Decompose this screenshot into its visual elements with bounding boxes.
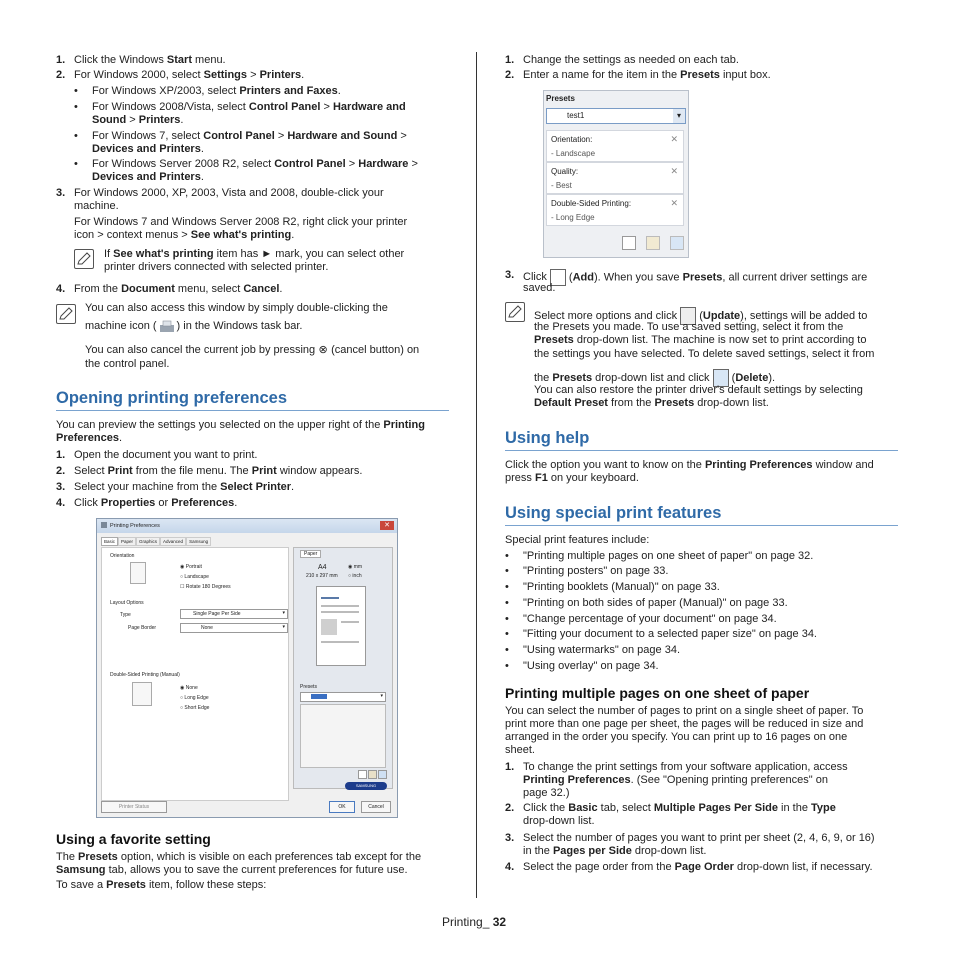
remove-icon[interactable]: ✕ xyxy=(670,198,678,208)
tab-samsung[interactable]: Samsung xyxy=(186,537,211,546)
radio-landscape[interactable]: ○ Landscape xyxy=(180,574,209,580)
radio-duplex-none[interactable]: ◉ None xyxy=(180,685,198,691)
fav-step-2: 2. Enter a name for the item in the Presets input box. xyxy=(505,69,771,81)
step-2: 2. For Windows 2000, select Settings > Printers. xyxy=(56,69,305,81)
presets-panel: Presets test1 ▾ Orientation: - Landscape ✕ Quality: - Best ✕ Double-Sided Printing: - Long Edge ✕ xyxy=(543,90,689,258)
note-see-whats-printing: If See what's printing item has ► mark, you can select other printer drivers connected with selected printer. xyxy=(104,248,405,273)
unit-mm[interactable]: ◉ mm xyxy=(348,564,363,570)
heading-rule xyxy=(56,410,449,411)
page-border-select[interactable]: None ▾ xyxy=(180,623,288,633)
radio-long-edge[interactable]: ○ Long Edge xyxy=(180,695,209,701)
unit-inch[interactable]: ○ inch xyxy=(348,573,362,579)
list-item: • "Fitting your document to a selected paper size" on page 34. xyxy=(505,628,817,640)
chevron-down-icon: ▾ xyxy=(282,610,285,616)
delete-icon[interactable] xyxy=(378,770,387,779)
preset-row-orientation: Orientation: - Landscape ✕ xyxy=(546,130,684,162)
heading-opening-printing-preferences: Opening printing preferences xyxy=(56,389,288,407)
chevron-down-icon: ▾ xyxy=(282,624,285,630)
close-icon[interactable]: ✕ xyxy=(380,521,394,530)
tab-advanced[interactable]: Advanced xyxy=(160,537,186,546)
note-icon xyxy=(56,304,76,324)
tab-strip xyxy=(101,537,211,547)
cancel-button[interactable]: Cancel xyxy=(361,801,391,813)
list-item: • "Using overlay" on page 34. xyxy=(505,660,659,672)
ok-button[interactable]: OK xyxy=(329,801,355,813)
cancel-button-icon: ⊗ xyxy=(318,344,328,356)
column-divider xyxy=(476,52,477,898)
remove-icon[interactable]: ✕ xyxy=(670,134,678,144)
bullet-xp: • For Windows XP/2003, select Printers and Faxes. xyxy=(74,85,341,97)
multi-step-1: 1. To change the print settings from your software application, access Printing Preferences. (See "Opening printing preferences" on page 32.) xyxy=(505,761,848,799)
list-item: • "Using watermarks" on page 34. xyxy=(505,644,680,656)
open-step-3: 3. Select your machine from the Select Printer. xyxy=(56,481,295,493)
printer-status-button[interactable]: Printer Status xyxy=(101,801,167,813)
orientation-options xyxy=(180,562,231,592)
note-icon xyxy=(505,302,525,322)
multi-step-4: 4. Select the page order from the Page Order drop-down list, if necessary. xyxy=(505,861,873,873)
update-icon[interactable] xyxy=(368,770,377,779)
printer-small-icon xyxy=(101,522,107,528)
multi-step-2: 2. Click the Basic tab, select Multiple Pages Per Side in the Type drop-down list. xyxy=(505,802,836,827)
note-icon xyxy=(74,249,94,269)
printing-preferences-dialog xyxy=(96,518,398,818)
heading-favorite-setting: Using a favorite setting xyxy=(56,831,211,847)
radio-short-edge[interactable]: ○ Short Edge xyxy=(180,705,210,711)
presets-list xyxy=(300,704,386,768)
step-4: 4. From the Document menu, select Cancel. xyxy=(56,283,283,295)
add-icon[interactable] xyxy=(622,236,636,250)
heading-multiple-pages: Printing multiple pages on one sheet of paper xyxy=(505,685,810,701)
heading-using-help: Using help xyxy=(505,429,590,447)
heading-rule xyxy=(505,450,898,451)
step-3-win7: For Windows 7 and Windows Server 2008 R2, right click your printer icon > context menus > See what's printing. xyxy=(74,216,408,241)
checkbox-rotate[interactable]: ☐ Rotate 180 Degrees xyxy=(180,584,231,590)
preset-row-quality: Quality: - Best ✕ xyxy=(546,162,684,194)
radio-portrait[interactable]: ◉ Portrait xyxy=(180,564,202,570)
presets-name-input[interactable]: test1 ▾ xyxy=(546,108,686,124)
bullet-win7: • For Windows 7, select Control Panel > Hardware and Sound > Devices and Printers. xyxy=(74,130,407,155)
open-step-4: 4. Click Properties or Preferences. xyxy=(56,497,238,509)
list-item: • "Printing posters" on page 33. xyxy=(505,565,669,577)
add-icon[interactable] xyxy=(358,770,367,779)
duplex-preview xyxy=(132,682,152,706)
open-step-1: 1. Open the document you want to print. xyxy=(56,449,258,461)
fav-step-1: 1. Change the settings as needed on each tab. xyxy=(505,54,739,66)
tab-graphics[interactable]: Graphics xyxy=(136,537,160,546)
bullet-server2008: • For Windows Server 2008 R2, select Control Panel > Hardware > Devices and Printers. xyxy=(74,158,418,183)
update-icon[interactable] xyxy=(646,236,660,250)
note-machine-icon: You can also access this window by simply double-clicking the machine icon ( ) in the Windows task bar. You can also cancel the current job by pressing ⊗ (cancel button) on the control panel. xyxy=(85,302,420,370)
list-item: • "Printing on both sides of paper (Manual)" on page 33. xyxy=(505,597,788,609)
multi-step-3: 3. Select the number of pages you want to print per sheet (2, 4, 6, 9, or 16) in the Pages per Side drop-down list. xyxy=(505,832,875,857)
page-footer: Printing_ 32 xyxy=(442,915,507,929)
open-step-2: 2. Select Print from the file menu. The Print window appears. xyxy=(56,465,363,477)
page-preview xyxy=(316,586,366,666)
step-3: 3. For Windows 2000, XP, 2003, Vista and 2008, double-click your machine. xyxy=(56,187,384,212)
duplex-options xyxy=(180,683,209,713)
chevron-down-icon[interactable]: ▾ xyxy=(673,109,685,123)
chevron-down-icon: ▾ xyxy=(380,693,383,699)
bullet-vista: • For Windows 2008/Vista, select Control Panel > Hardware and Sound > Printers. xyxy=(74,101,406,126)
list-item: • "Printing booklets (Manual)" on page 33. xyxy=(505,581,720,593)
basic-panel: Orientation ◉ Portrait ○ Landscape ☐ Rotate 180 Degrees Layout Options Type Single Page Per Side ▾ Page Border None ▾ Double-Sided Printing (Manual) ◉ None ○ Long Edge ○ Short Edge xyxy=(101,547,289,801)
printer-icon xyxy=(157,319,177,333)
step-1: 1. Click the Windows Start menu. xyxy=(56,54,226,66)
list-item: • "Change percentage of your document" on page 34. xyxy=(505,613,777,625)
heading-special-features: Using special print features xyxy=(505,504,722,522)
tab-paper[interactable]: Paper xyxy=(118,537,136,546)
delete-icon[interactable] xyxy=(670,236,684,250)
heading-rule xyxy=(505,525,898,526)
preview-panel: Paper A4 210 x 297 mm ◉ mm ○ inch Presets ▾ xyxy=(293,547,393,789)
list-item: • "Printing multiple pages on one sheet of paper" on page 32. xyxy=(505,550,814,562)
preset-row-double-sided: Double-Sided Printing: - Long Edge ✕ xyxy=(546,194,684,226)
remove-icon[interactable]: ✕ xyxy=(670,166,678,176)
tab-basic[interactable]: Basic xyxy=(101,537,118,546)
type-select[interactable]: Single Page Per Side ▾ xyxy=(180,609,288,619)
presets-select[interactable] xyxy=(300,692,386,702)
page-number: 32 xyxy=(492,915,507,929)
dialog-titlebar: Printing Preferences ✕ xyxy=(97,519,397,533)
orientation-preview xyxy=(130,562,146,584)
samsung-logo: SAMSUNG xyxy=(345,782,387,790)
